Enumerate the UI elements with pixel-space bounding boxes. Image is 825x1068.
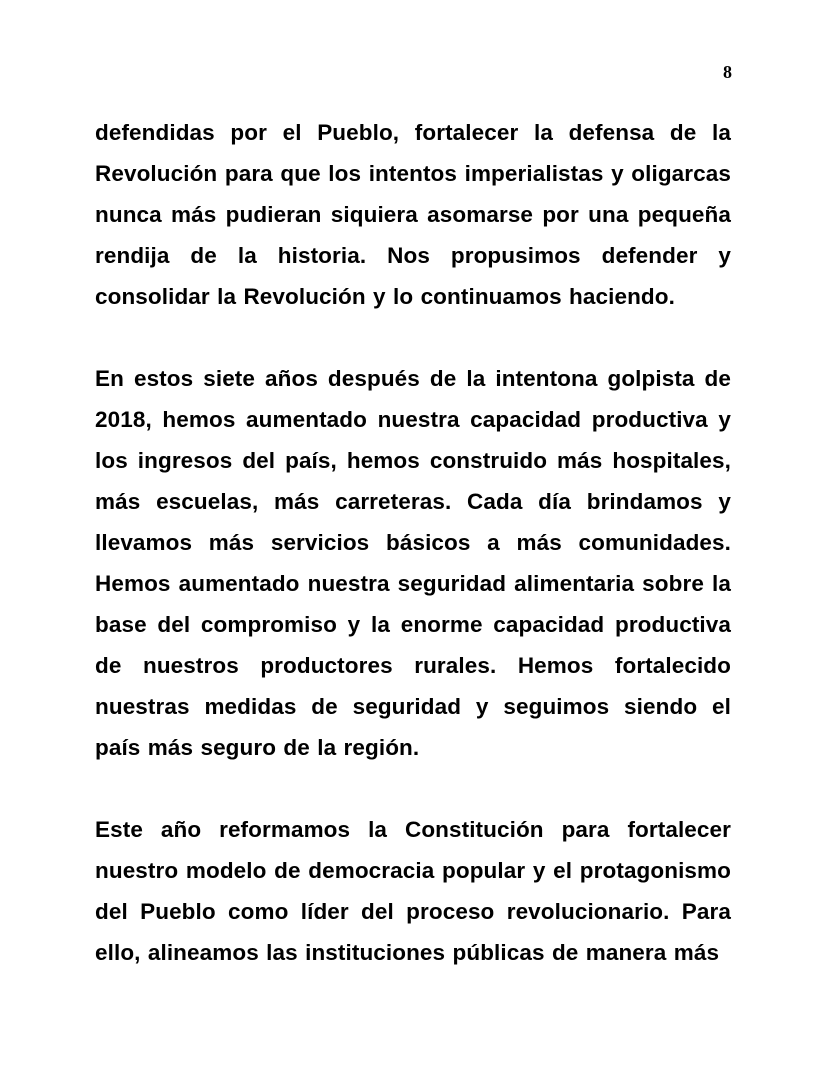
paragraph-2: En estos siete años después de la intentona golpista de 2018, hemos aumentado nuestra capacidad productiva y los ingresos del país, hemos construido más hospitales, más escuelas, más carreteras. Cada día brindamos y llevamos más servicios básicos a más comunidades. Hemos aumentado nuestra seguridad alimentaria sobre la base del compromiso y la enorme capacidad productiva de nuestros productores rurales. Hemos fortalecido nuestras medidas de seguridad y seguimos siendo el país más seguro de la región. <box>95 366 731 760</box>
paragraph-3: Este año reformamos la Constitución para fortalecer nuestro modelo de democracia popular y el protagonismo del Pueblo como líder del proceso revolucionario. Para ello, alineamos las instituciones públicas de manera más <box>95 817 731 965</box>
document-body <box>95 112 731 973</box>
page-number: 8 <box>723 62 732 82</box>
paragraph-1: defendidas por el Pueblo, fortalecer la defensa de la Revolución para que los intentos imperialistas y oligarcas nunca más pudieran siquiera asomarse por una pequeña rendija de la historia. Nos propusimos defender y consolidar la Revolución y lo continuamos haciendo. <box>95 120 731 309</box>
